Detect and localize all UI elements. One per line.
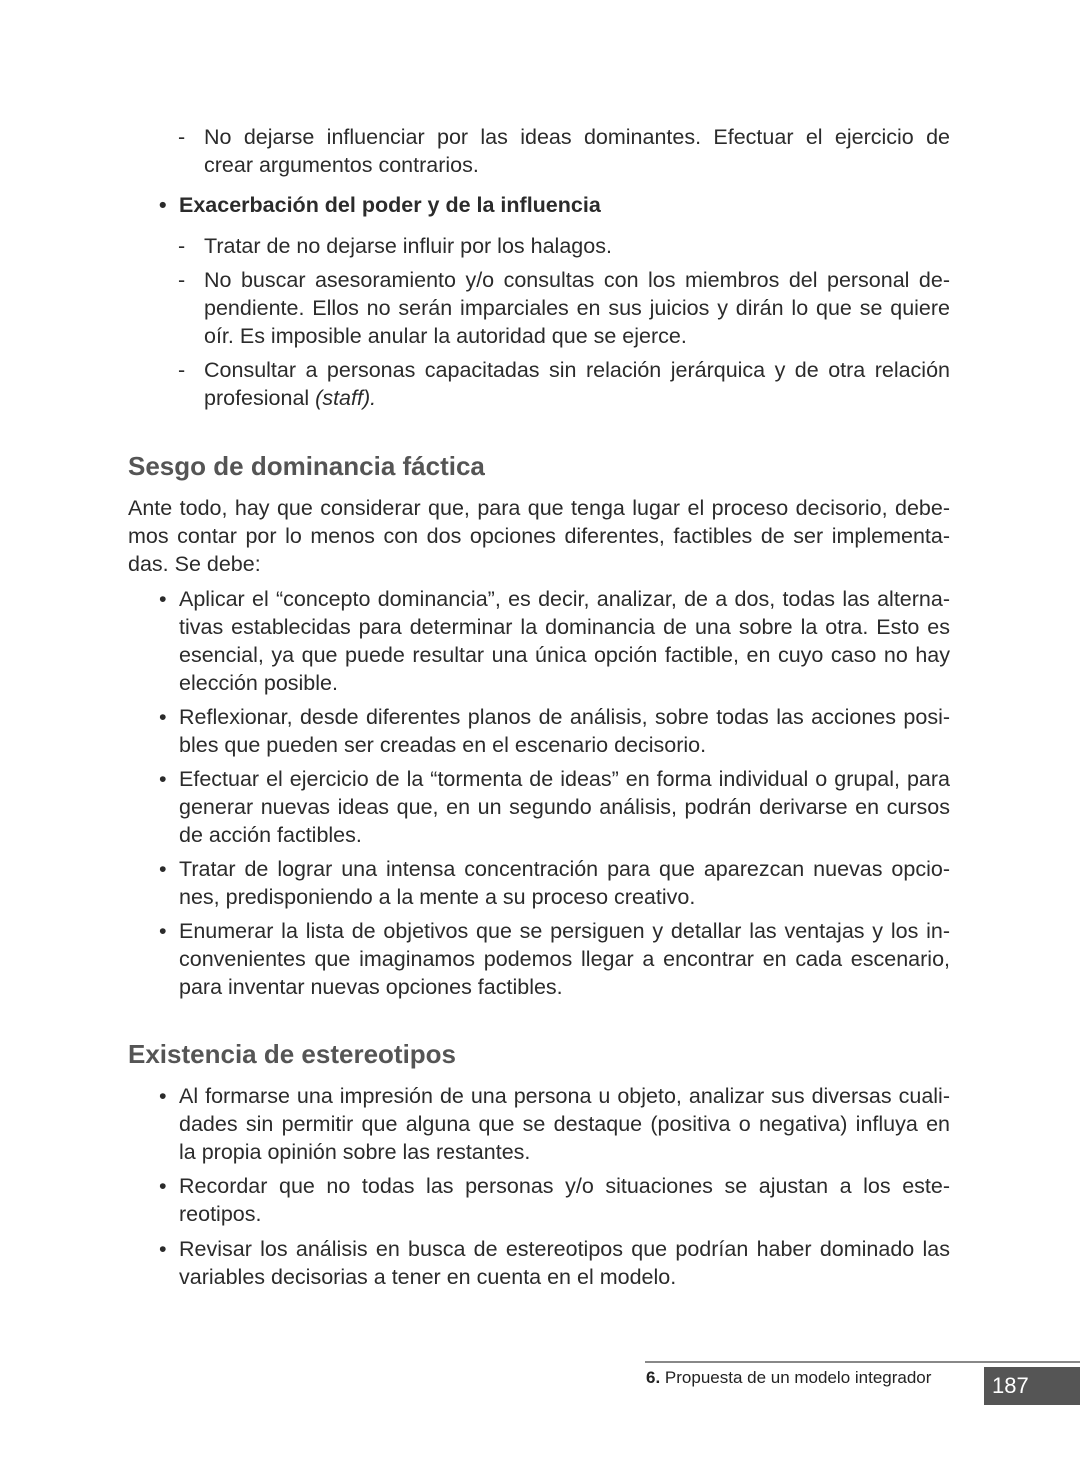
- text-line: [179, 765, 950, 793]
- text-line: [179, 1235, 950, 1263]
- line-text: Recordar que no todas las personas y/o situaciones se ajustan a los este-: [179, 1174, 950, 1198]
- line-text: No buscar asesoramiento y/o consultas con los miembros del personal de-: [204, 268, 950, 292]
- dash-list-item: [178, 356, 950, 412]
- bullet-list-item: [159, 703, 950, 759]
- text-line: [204, 384, 950, 412]
- bullet-list-item: [159, 1235, 950, 1291]
- line-text: la propia opinión sobre las restantes.: [179, 1140, 531, 1164]
- line-text: Reflexionar, desde diferentes planos de análisis, sobre todas las acciones posi-: [179, 705, 950, 729]
- text-line: [179, 883, 950, 911]
- text-line: [179, 1082, 950, 1110]
- bullet-list-item: [159, 585, 950, 697]
- line-text: generar nuevas ideas que, en un segundo análisis, podrán derivarse en cursos: [179, 795, 950, 819]
- text-line: [204, 232, 950, 260]
- text-line: [179, 917, 950, 945]
- bullet-list-item: [159, 1082, 950, 1166]
- italic-term: (staff).: [315, 386, 377, 410]
- text-line: [204, 356, 950, 384]
- text-line: [128, 494, 950, 522]
- line-text: pendiente. Ellos no serán imparciales en sus juicios y dirán lo que se quiere: [204, 296, 950, 320]
- text-line: [179, 1110, 950, 1138]
- line-text: variables decisorias a tener en cuenta en el modelo.: [179, 1265, 677, 1289]
- footer-divider: [645, 1361, 1080, 1363]
- line-text: de acción factibles.: [179, 823, 362, 847]
- text-line: [179, 793, 950, 821]
- dash-list-item: [178, 123, 950, 179]
- text-line: [179, 1172, 950, 1200]
- text-line: [179, 731, 950, 759]
- text-line: [179, 1138, 950, 1166]
- text-line: [179, 855, 950, 883]
- dash-marker-icon: -: [178, 125, 186, 149]
- text-line: [179, 945, 950, 973]
- line-text: Aplicar el “concepto dominancia”, es decir, analizar, de a dos, todas las alterna-: [179, 587, 950, 611]
- line-text: Consultar a personas capacitadas sin relación jerárquica y de otra relación: [204, 358, 950, 382]
- line-text: dades sin permitir que alguna que se destaque (positiva o negativa) influya en: [179, 1112, 950, 1136]
- line-text: convenientes que imaginamos podemos llegar a encontrar en cada escenario,: [179, 947, 950, 971]
- dash-list-item: [178, 266, 950, 350]
- line-text: oír. Es imposible anular la autoridad que se ejerce.: [204, 324, 687, 348]
- text-line: [128, 550, 950, 578]
- text-line: [204, 266, 950, 294]
- line-text: tivas establecidas para determinar la dominancia de una sobre la otra. Esto es: [179, 615, 950, 639]
- bullet-marker-icon: •: [159, 1084, 167, 1108]
- text-line: [179, 585, 950, 613]
- dash-marker-icon: -: [178, 234, 186, 258]
- dash-marker-icon: -: [178, 358, 186, 382]
- bullet-marker-icon: •: [159, 1237, 167, 1261]
- dash-marker-icon: -: [178, 268, 186, 292]
- text-line: [179, 821, 950, 849]
- text-line: [204, 151, 950, 179]
- line-text: Tratar de lograr una intensa concentración para que aparezcan nuevas opcio-: [179, 857, 950, 881]
- text-line: [128, 522, 950, 550]
- chapter-number: 6.: [646, 1368, 661, 1387]
- line-text: Efectuar el ejercicio de la “tormenta de ideas” en forma individual o grupal, para: [179, 767, 950, 791]
- line-text: No dejarse influenciar por las ideas dominantes. Efectuar el ejercicio de: [204, 125, 950, 149]
- line-text: Ante todo, hay que considerar que, para que tenga lugar el proceso decisorio, debe-: [128, 496, 950, 520]
- text-line: [179, 191, 950, 219]
- line-text: Al formarse una impresión de una persona u objeto, analizar sus diversas cuali-: [179, 1084, 950, 1108]
- line-text: crear argumentos contrarios.: [204, 153, 479, 177]
- line-text: profesional: [204, 386, 310, 410]
- text-line: [179, 613, 950, 641]
- line-text: Enumerar la lista de objetivos que se persiguen y detallar las ventajas y los in-: [179, 919, 950, 943]
- section-heading: Existencia de estereotipos: [128, 1039, 457, 1069]
- text-line: [204, 123, 950, 151]
- text-line: [204, 294, 950, 322]
- text-line: [179, 973, 950, 1001]
- line-text: elección posible.: [179, 671, 338, 695]
- text-line: [179, 703, 950, 731]
- line-text: mos contar por lo menos con dos opciones diferentes, factibles de ser implementa-: [128, 524, 950, 548]
- paragraph: [128, 494, 950, 578]
- text-line: [179, 1263, 950, 1291]
- section-heading: Sesgo de dominancia fáctica: [128, 451, 485, 481]
- line-text: das. Se debe:: [128, 552, 261, 576]
- bullet-marker-icon: •: [159, 1174, 167, 1198]
- bullet-marker-icon: •: [159, 705, 167, 729]
- line-text: para inventar nuevas opciones factibles.: [179, 975, 563, 999]
- bullet-list-item: [159, 1172, 950, 1228]
- footer-chapter: [646, 1368, 931, 1388]
- line-text: Exacerbación del poder y de la influencia: [179, 193, 601, 217]
- bullet-marker-icon: •: [159, 767, 167, 791]
- bullet-list-item: [159, 917, 950, 1001]
- bullet-marker-icon: •: [159, 919, 167, 943]
- line-text: esencial, ya que puede resultar una única opción factible, en cuyo caso no hay: [179, 643, 950, 667]
- page-number: 187: [984, 1367, 1080, 1405]
- text-line: [204, 322, 950, 350]
- line-text: bles que pueden ser creadas en el escenario decisorio.: [179, 733, 707, 757]
- bullet-list-item: [159, 855, 950, 911]
- bullet-list-item: [159, 765, 950, 849]
- bullet-list-item: [159, 191, 950, 219]
- line-text: reotipos.: [179, 1202, 262, 1226]
- text-line: [179, 641, 950, 669]
- bullet-marker-icon: •: [159, 193, 167, 217]
- dash-list-item: [178, 232, 950, 260]
- chapter-title: Propuesta de un modelo integrador: [660, 1368, 932, 1387]
- bullet-marker-icon: •: [159, 587, 167, 611]
- line-text: nes, predisponiendo a la mente a su proceso creativo.: [179, 885, 696, 909]
- line-text: Revisar los análisis en busca de estereotipos que podrían haber dominado las: [179, 1237, 950, 1261]
- text-line: [179, 669, 950, 697]
- bullet-marker-icon: •: [159, 857, 167, 881]
- line-text: Tratar de no dejarse influir por los halagos.: [204, 234, 612, 258]
- text-line: [179, 1200, 950, 1228]
